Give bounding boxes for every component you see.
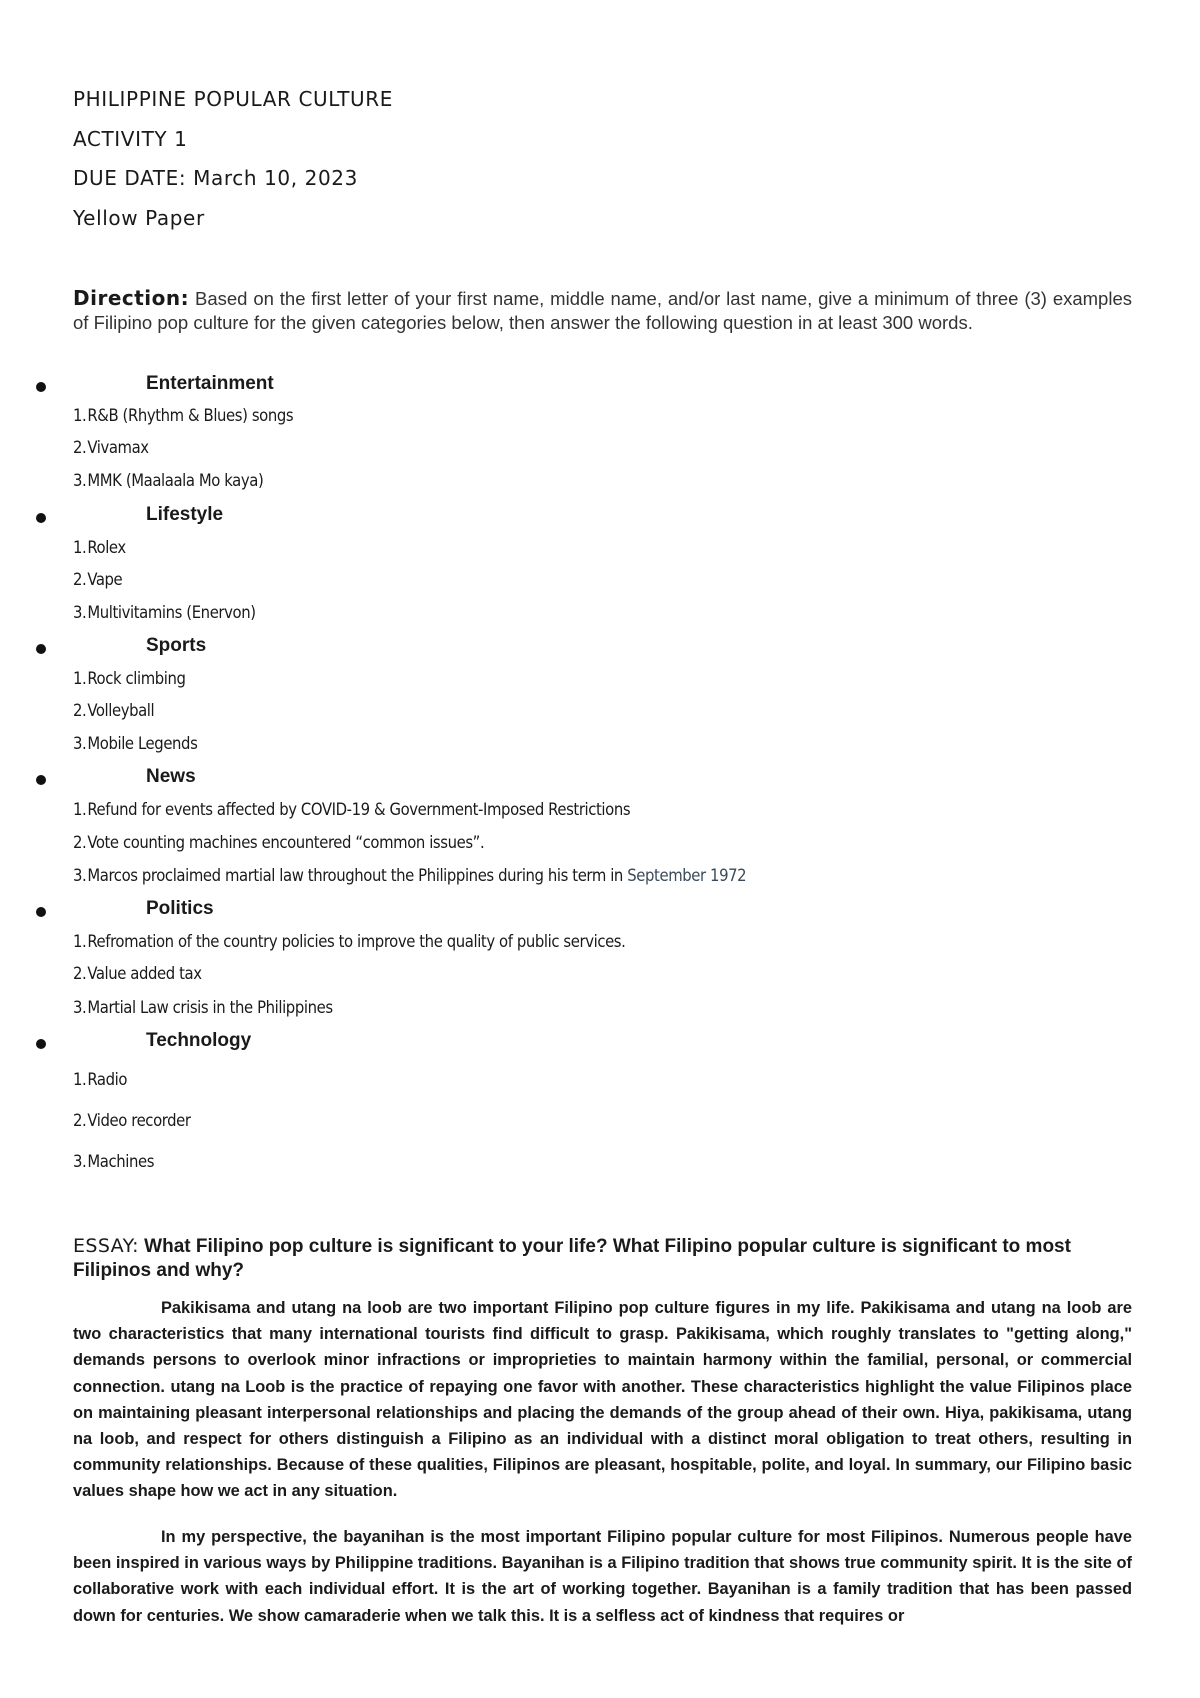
category-news bbox=[0, 766, 1200, 796]
list-item: 3.Marcos proclaimed martial law throughout the Philippines during his term in September 1972 bbox=[73, 866, 747, 885]
list-item: 1.Rolex bbox=[73, 538, 126, 557]
category-label: Sports bbox=[146, 635, 207, 656]
category-label: Lifestyle bbox=[146, 504, 224, 525]
list-item: 3.MMK (Maalaala Mo kaya) bbox=[73, 471, 264, 490]
category-lifestyle bbox=[0, 504, 1200, 534]
essay-label: ESSAY: bbox=[73, 1235, 139, 1257]
category-label: Entertainment bbox=[146, 373, 274, 394]
category-label: News bbox=[146, 766, 196, 787]
list-item: 2.Vape bbox=[73, 570, 123, 589]
category-label: Technology bbox=[146, 1030, 252, 1051]
bullet-icon bbox=[36, 1039, 46, 1049]
list-item: 2.Vivamax bbox=[73, 438, 149, 457]
essay-paragraph-1: Pakikisama and utang na loob are two important Filipino pop culture figures in my life. Pakikisama and utang na loob are two characteristics that many international tourists find difficult to grasp. Pakikisama, which roughly translates to "getting along," demands persons to overlook minor infractions or improprieties to maintain harmony within the familial, personal, or commercial connection. utang na Loob is the practice of repaying one favor with another. These characteristics highlight the value Filipinos place on maintaining pleasant interpersonal relationships and placing the demands of the group ahead of their own. Hiya, pakikisama, utang na loob, and respect for others distinguish a Filipino as an individual with a distinct moral obligation to treat others, resulting in community relationships. Because of these qualities, Filipinos are pleasant, hospitable, polite, and loyal. In summary, our Filipino basic values shape how we act in any situation. bbox=[73, 1299, 1132, 1501]
essay-paragraph-2: In my perspective, the bayanihan is the most important Filipino popular culture for most Filipinos. Numerous people have been inspired in various ways by Philippine traditions. Bayanihan is a Filipino tradition that shows true community spirit. It is the site of collaborative work with each individual effort. It is the art of working together. Bayanihan is a family tradition that has been passed down for centuries. We show camaraderie when we talk this. It is a selfless act of kindness that requires or bbox=[73, 1528, 1132, 1625]
bullet-icon bbox=[36, 907, 46, 917]
category-label: Politics bbox=[146, 898, 214, 919]
bullet-icon bbox=[36, 644, 46, 654]
direction-label: Direction: bbox=[73, 286, 190, 310]
bullet-icon bbox=[36, 775, 46, 785]
list-item: 3.Mobile Legends bbox=[73, 734, 198, 753]
essay-question-text: What Filipino pop culture is significant to your life? What Filipino popular culture is significant to most Filipinos and why? bbox=[73, 1236, 1071, 1281]
bullet-icon bbox=[36, 382, 46, 392]
list-item: 1.Refromation of the country policies to improve the quality of public services. bbox=[73, 932, 626, 951]
list-item: 3.Multivitamins (Enervon) bbox=[73, 603, 256, 622]
list-item: 1.Refund for events affected by COVID-19 & Government-Imposed Restrictions bbox=[73, 800, 631, 819]
due-date: DUE DATE: March 10, 2023 bbox=[73, 166, 358, 190]
list-item: 2.Vote counting machines encountered “common issues”. bbox=[73, 833, 485, 852]
direction-paragraph bbox=[73, 286, 1132, 335]
activity-label: ACTIVITY 1 bbox=[73, 127, 188, 151]
list-item: 2.Video recorder bbox=[73, 1111, 191, 1130]
paper-type: Yellow Paper bbox=[73, 206, 205, 230]
list-item: 2.Volleyball bbox=[73, 701, 155, 720]
list-item: 1.Radio bbox=[73, 1070, 128, 1089]
essay-question bbox=[73, 1234, 1132, 1283]
bullet-icon bbox=[36, 513, 46, 523]
category-entertainment bbox=[0, 373, 1200, 403]
direction-text: Based on the first letter of your first name, middle name, and/or last name, give a minimum of three (3) examples of Filipino pop culture for the given categories below, then answer the following question in at least 300 words. bbox=[73, 288, 1132, 333]
course-title: PHILIPPINE POPULAR CULTURE bbox=[73, 87, 394, 111]
category-politics bbox=[0, 898, 1200, 928]
category-technology bbox=[0, 1030, 1200, 1060]
list-item: 2.Value added tax bbox=[73, 964, 202, 983]
list-item: 1.R&B (Rhythm & Blues) songs bbox=[73, 406, 294, 425]
list-item: 3.Machines bbox=[73, 1152, 155, 1171]
category-sports bbox=[0, 635, 1200, 665]
list-item: 1.Rock climbing bbox=[73, 669, 186, 688]
list-item: 3.Martial Law crisis in the Philippines bbox=[73, 998, 333, 1017]
